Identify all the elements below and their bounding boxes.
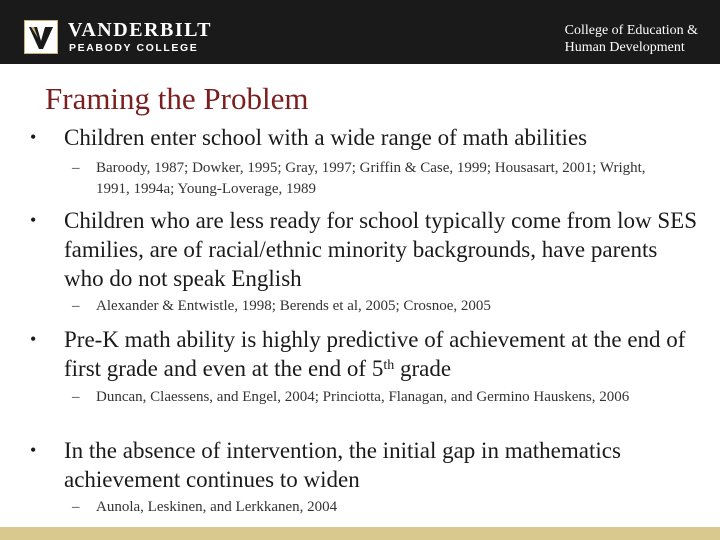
bullet-dot: • [30,329,37,349]
bullet-text-end: grade [394,356,452,381]
bullet-text: Children enter school with a wide range of math abilities [64,125,588,150]
sub-bullet-text: Aunola, Leskinen, and Lerkkanen, 2004 [96,499,338,515]
sub-bullet-3 [72,387,682,408]
sub-bullet-4 [72,497,682,518]
sub-bullet-2 [72,296,682,317]
college-name-line-1: College of Education & [564,23,698,38]
bullet-dot: • [30,127,37,147]
bullet-text-main: Pre-K math ability is highly predictive of achievement at the end of first grade and even at the end of 5 [64,327,686,381]
bullet-3 [30,325,700,383]
bullet-2 [30,206,700,293]
footer-bar [0,527,720,540]
sub-bullet-dash: – [72,160,80,176]
sub-bullet-dash: – [72,389,80,405]
bullet-text: Children who are less ready for school typically come from low SES families, are of racial/ethnic minority backgrounds, have parents who do not speak English [64,208,697,291]
sub-bullet-dash: – [72,298,80,314]
sub-bullet-1 [72,158,682,200]
ordinal-suffix: th [383,358,395,373]
bullet-dot: • [30,440,37,460]
brand-subtitle: PEABODY COLLEGE [69,42,199,54]
college-name-line-2: Human Development [564,40,685,55]
sub-bullet-text: Duncan, Claessens, and Engel, 2004; Princiotta, Flanagan, and Germino Hauskens, 2006 [96,389,630,405]
bullet-text [64,325,700,383]
sub-bullet-text: Baroody, 1987; Dowker, 1995; Gray, 1997; Griffin & Case, 1999; Housasart, 2001; Wright, 1991, 1994a; Young-Loverage, 1989 [96,160,646,197]
bullet-dot: • [30,210,37,230]
brand-name: VANDERBILT [68,19,212,41]
bullet-1 [30,123,700,152]
sub-bullet-dash: – [72,499,80,515]
sub-bullet-text: Alexander & Entwistle, 1998; Berends et al, 2005; Crosnoe, 2005 [96,298,491,314]
bullet-text: In the absence of intervention, the initial gap in mathematics achievement continues to widen [64,438,621,492]
bullet-4 [30,436,700,494]
slide-title: Framing the Problem [45,81,309,116]
